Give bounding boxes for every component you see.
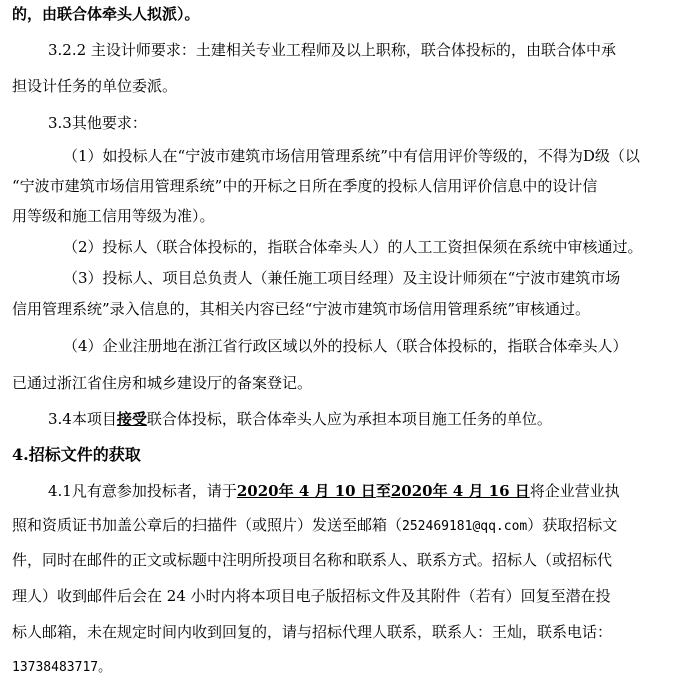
item-4: （4）企业注册地在浙江省行政区域以外的投标人（联合体投标的，指联合体牵头人） [63,337,628,355]
text-line: 件，同时在邮件的正文或标题中注明所投项目名称和联系人、联系方式。招标人（或招标代 [12,551,613,569]
start-date: 2020年 4 月 10 日 [236,482,376,500]
text-span: 4.1凡有意参加投标者，请于 [48,482,237,500]
text-line [12,515,700,537]
underlined-accept: 接受 [116,410,147,428]
text-line: 用等级和施工信用等级为准）。 [12,207,215,225]
text-line: “宁波市建筑市场信用管理系统”中的开标之日所在季度的投标人信用评价信息中的设计信 [12,177,598,195]
text-span: 至 [375,482,391,500]
item-1: （1）如投标人在“宁波市建筑市场信用管理系统”中有信用评价等级的，不得为D级（以 [63,147,640,165]
contact-phone: 13738483717。 [12,660,112,675]
text-line: 理人）收到邮件后会在 24 小时内将本项目电子版招标文件及其附件（若有）回复至潜在投 [12,587,611,605]
item-3: （3）投标人、项目总负责人（兼任施工项目经理）及主设计师须在“宁波市建筑市场 [63,269,621,287]
text-span: 3.4本项目 [48,410,117,428]
text-line: 标人邮箱，未在规定时间内收到回复的，请与招标代理人联系，联系人：王灿，联系电话： [12,623,613,641]
text-line: 已通过浙江省住房和城乡建设厅的备案登记。 [12,374,313,392]
text-span: 照和资质证书加盖公章后的扫描件（或照片）发送至邮箱（ [12,516,403,534]
end-date: 2020年 4 月 16 日 [390,482,530,500]
clause-4-1 [48,481,700,501]
text-span: 将企业营业执 [529,482,620,500]
text-span: 联合体投标，联合体牵头人应为承担本项目施工任务的单位。 [146,410,552,428]
item-2: （2）投标人（联合体投标的，指联合体牵头人）的人工工资担保须在系统中审核通过。 [63,238,643,256]
text-span: ）获取招标文 [527,516,618,534]
text-line: 信用管理系统”录入信息的，其相关内容已经“宁波市建筑市场信用管理系统”审核通过。 [12,300,591,318]
text-line: 担设计任务的单位委派。 [12,77,178,95]
text-line: 的，由联合体牵头人拟派）。 [12,5,200,23]
clause-3-3: 3.3其他要求： [48,114,147,132]
email-address: 252469181@qq.com [402,519,528,534]
section-4-heading: 4.招标文件的获取 [12,445,141,464]
clause-3-4 [48,409,700,429]
clause-3-2-2: 3.2.2 主设计师要求：土建相关专业工程师及以上职称，联合体投标的，由联合体中承 [48,41,616,59]
